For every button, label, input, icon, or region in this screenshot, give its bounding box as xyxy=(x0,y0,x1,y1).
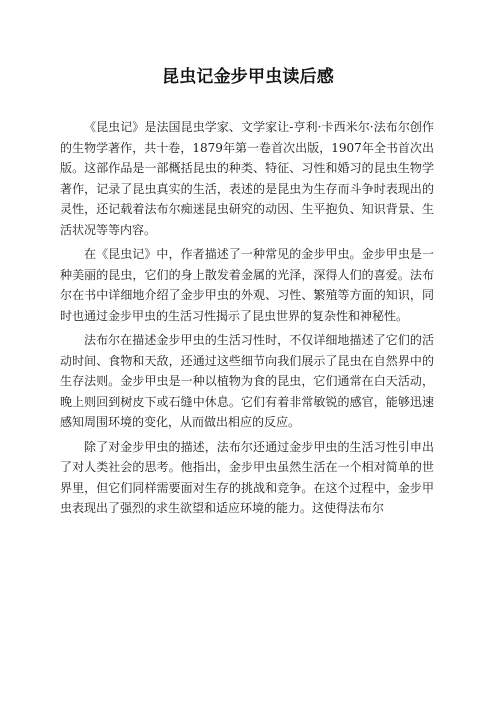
document-title: 昆虫记金步甲虫读后感 xyxy=(162,67,334,87)
paragraph: 法布尔在描述金步甲虫的生活习性时，不仅详细地描述了它们的活动时间、食物和天敌，还通过这些细节向我们展示了昆虫在自然界中的生存法则。金步甲虫是一种以植物为食的昆虫，它们通常在白天活动，晚上则回到树皮下或石缝中休息。它们有着非常敏锐的感官，能够迅速感知周围环境的变化，从而做出相应的反应。 xyxy=(60,333,434,429)
paragraph: 在《昆虫记》中，作者描述了一种常见的金步甲虫。金步甲虫是一种美丽的昆虫，它们的身上散发着金属的光泽，深得人们的喜爱。法布尔在书中详细地介绍了金步甲虫的外观、习性、繁殖等方面的知识，同时也通过金步甲虫的生活习性揭示了昆虫世界的复杂性和神秘性。 xyxy=(60,247,434,323)
document-body xyxy=(60,117,434,523)
paragraph: 《昆虫记》是法国昆虫学家、文学家让-亨利·卡西米尔·法布尔创作的生物学著作，共十卷，1879年第一卷首次出版，1907年全书首次出版。这部作品是一部概括昆虫的种类、特征、习性和婚习的昆虫生物学著作，记录了昆虫真实的生活，表述的是昆虫为生存而斗争时表现出的灵性，还记载着法布尔痴迷昆虫研究的动因、生平抱负、知识背景、生活状况等等内容。 xyxy=(60,120,434,237)
paragraph: 除了对金步甲虫的描述，法布尔还通过金步甲虫的生活习性引申出了对人类社会的思考。他指出，金步甲虫虽然生活在一个相对简单的世界里，但它们同样需要面对生存的挑战和竞争。在这个过程中，金步甲虫表现出了强烈的求生欲望和适应环境的能力。这使得法布尔 xyxy=(60,439,434,515)
